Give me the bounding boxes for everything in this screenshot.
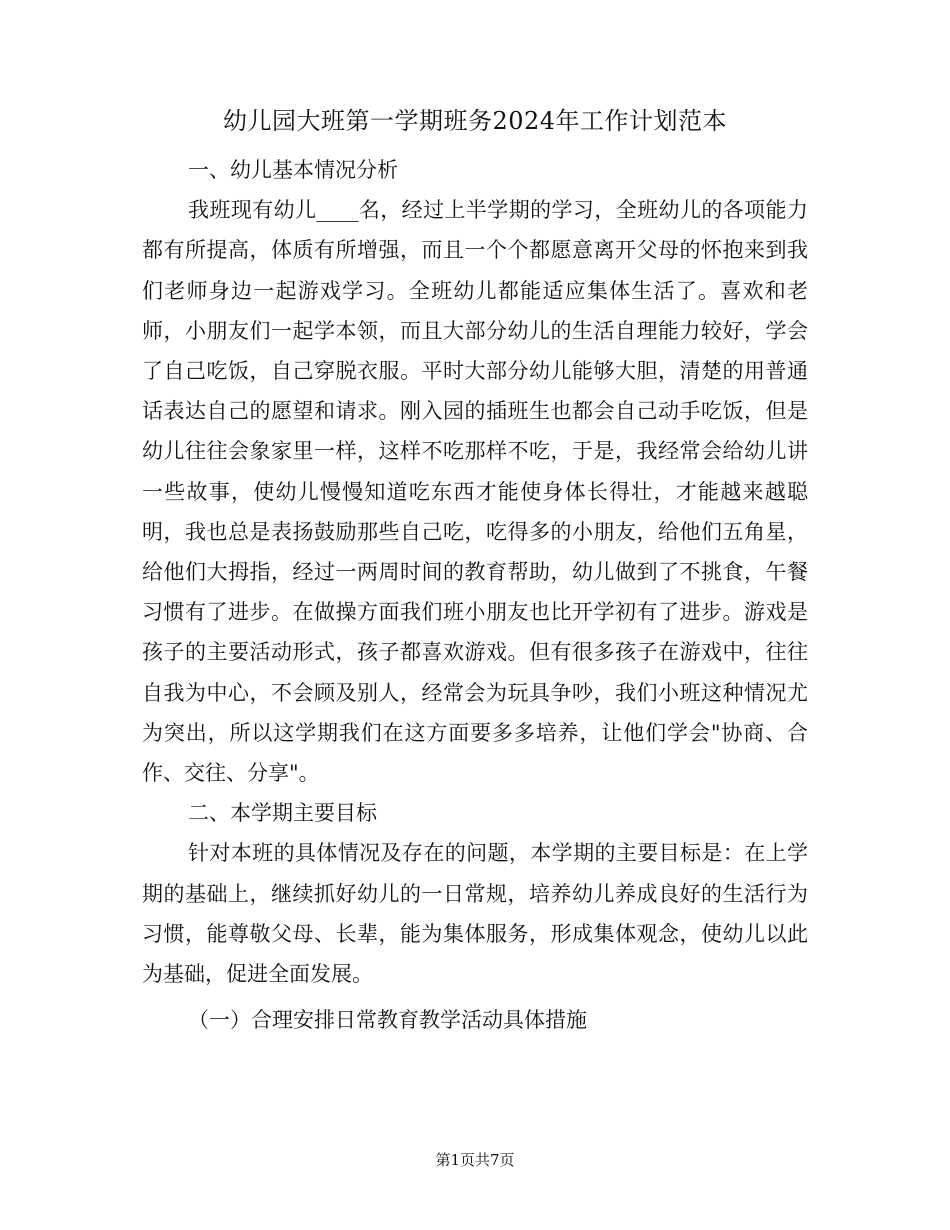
section-heading-1: 一、幼儿基本情况分析: [188, 158, 398, 182]
section-paragraph-2: 针对本班的具体情况及存在的问题，本学期的主要目标是：在上学期的基础上，继续抓好幼儿的一日常规，培养幼儿养成良好的生活行为习惯，能尊敬父母、长辈，能为集体服务，形成集体观念，使幼儿以此为基础，促进全面发展。: [142, 841, 808, 987]
sub-heading-1: （一）合理安排日常教育教学活动具体措施: [188, 1008, 587, 1033]
document-title: 幼儿园大班第一学期班务2024年工作计划范本: [222, 107, 728, 135]
section-heading-2: 二、本学期主要目标: [188, 801, 377, 826]
section-paragraph-1: 我班现有幼儿____名，经过上半学期的学习，全班幼儿的各项能力都有所提高，体质有所增强，而且一个个都愿意离开父母的怀抱来到我们老师身边一起游戏学习。全班幼儿都能适应集体生活了。喜欢和老师，小朋友们一起学本领，而且大部分幼儿的生活自理能力较好，学会了自己吃饭，自己穿脱衣服。平时大部分幼儿能够大胆，清楚的用普通话表达自己的愿望和请求。刚入园的插班生也都会自己动手吃饭，但是幼儿往往会象家里一样，这样不吃那样不吃，于是，我经常会给幼儿讲一些故事，使幼儿慢慢知道吃东西才能使身体长得壮，才能越来越聪明，我也总是表扬鼓励那些自己吃，吃得多的小朋友，给他们五角星，给他们大拇指，经过一两周时间的教育帮助，幼儿做到了不挑食，午餐习惯有了进步。在做操方面我们班小朋友也比开学初有了进步。游戏是孩子的主要活动形式，孩子都喜欢游戏。但有很多孩子在游戏中，往往自我为中心，不会顾及别人，经常会为玩具争吵，我们小班这种情况尤为突出，所以这学期我们在这方面要多多培养，让他们学会"协商、合作、交往、分享"。: [142, 198, 808, 786]
document-body: [142, 150, 808, 1040]
page-number: 第1页共7页: [435, 1151, 515, 1169]
